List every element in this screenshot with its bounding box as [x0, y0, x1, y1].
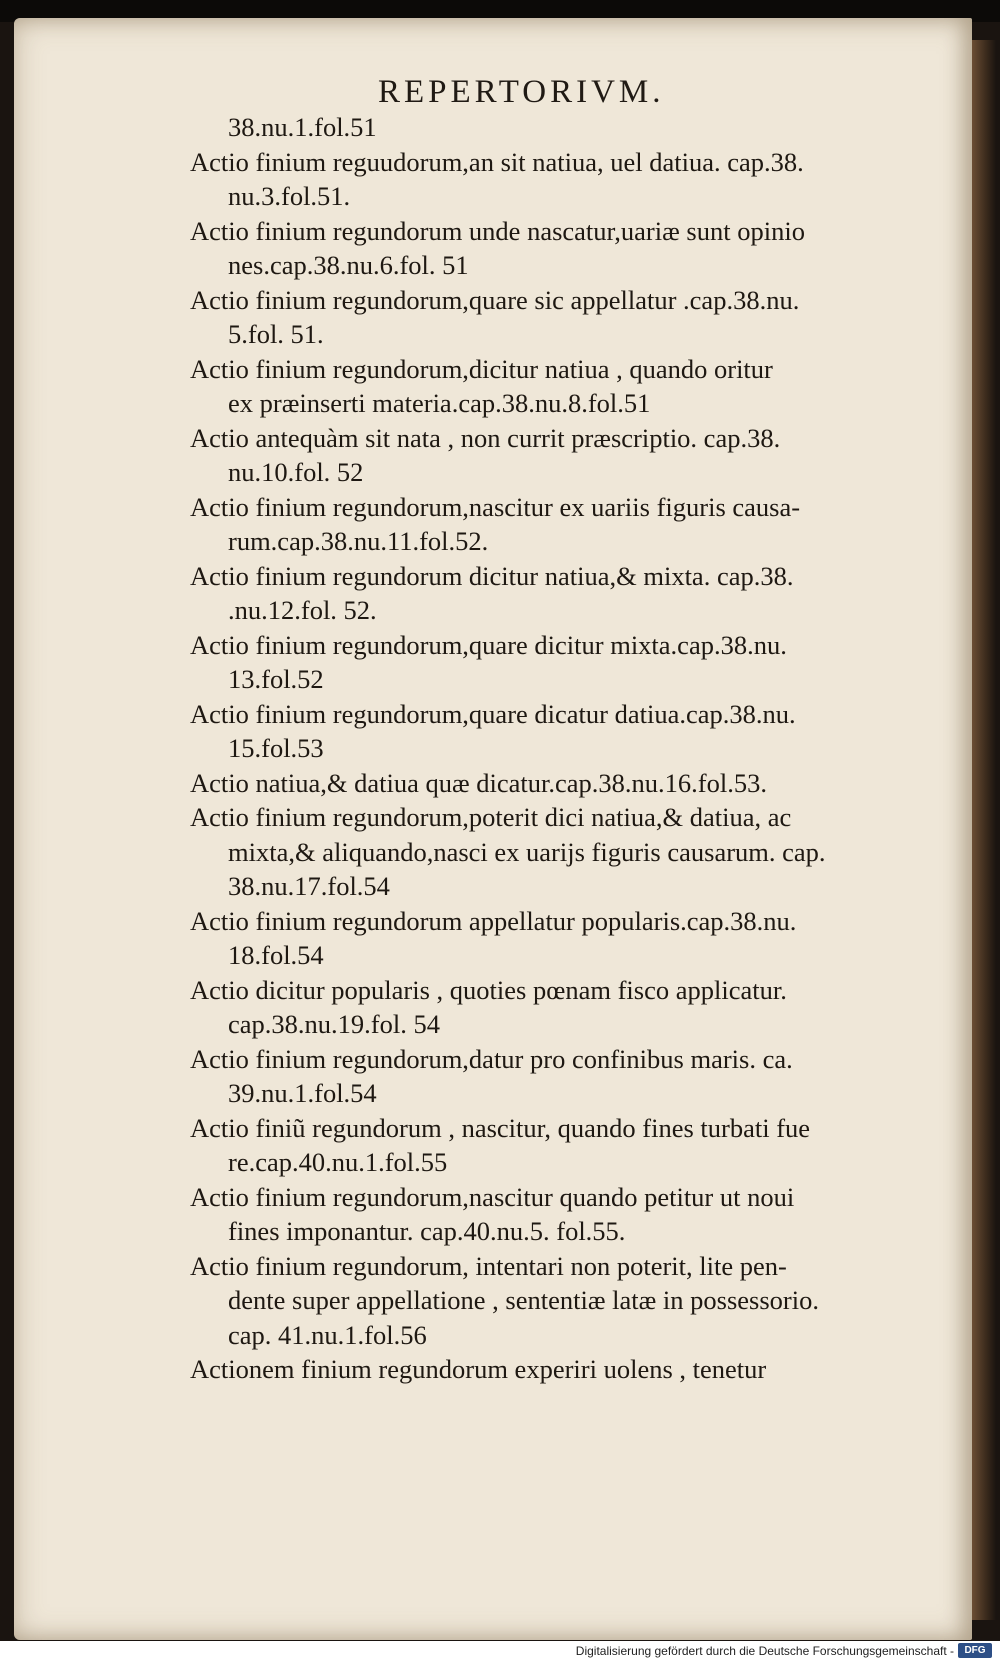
index-entry-continuation: dente super appellatione , sententiæ latæ in possessorio. [228, 1285, 819, 1315]
index-entry-start: Actio finium regundorum, intentari non poterit, lite pen- [190, 1250, 787, 1281]
index-entry-continuation: 15.fol.53 [228, 733, 324, 763]
index-entry-start: Actio natiua,& datiua quæ dicatur.cap.38.nu.16.fol.53. [190, 767, 767, 798]
index-entry-continuation: cap.38.nu.19.fol. 54 [228, 1009, 440, 1039]
index-entry-continuation: 18.fol.54 [228, 940, 324, 970]
dfg-logo: DFG [958, 1643, 992, 1658]
index-entry-continuation: mixta,& aliquando,nasci ex uarijs figuris causarum. cap. [228, 836, 826, 867]
index-entry-continuation: 39.nu.1.fol.54 [228, 1078, 377, 1108]
index-entry-continuation: 13.fol.52 [228, 664, 324, 694]
index-entry-start: Actio finiũ regundorum , nascitur, quando fines turbati fue [190, 1112, 811, 1143]
index-entry-continuation: 38.nu.1.fol.51 [228, 112, 377, 142]
index-entry-start: Actio antequàm sit nata , non currit præscriptio. cap.38. [190, 422, 781, 453]
index-entry-start: Actio finium regundorum unde nascatur,uariæ sunt opinio [190, 215, 805, 246]
index-entry-start: Actio finium regundorum,quare dicatur datiua.cap.38.nu. [190, 698, 796, 729]
index-entry-start: Actio finium regundorum dicitur natiua,& mixta. cap.38. [190, 560, 794, 591]
index-entry-continuation: ex præinserti materia.cap.38.nu.8.fol.51 [228, 388, 651, 418]
index-entry-continuation: .nu.12.fol. 52. [228, 595, 377, 625]
index-entry-start: Actio finium regundorum,dicitur natiua , quando oritur [190, 353, 773, 384]
index-entry-continuation: nes.cap.38.nu.6.fol. 51 [228, 250, 469, 280]
index-entry-continuation: fines imponantur. cap.40.nu.5. fol.55. [228, 1216, 626, 1246]
index-entry-continuation: rum.cap.38.nu.11.fol.52. [228, 526, 489, 556]
index-entry-start: Actio finium regundorum,poterit dici natiua,& datiua, ac [190, 802, 792, 832]
index-entries [190, 110, 902, 1387]
index-entry-start: Actio finium regundorum,nascitur ex uariis figuris causa- [190, 491, 801, 522]
index-entry-continuation: cap. 41.nu.1.fol.56 [228, 1319, 427, 1350]
index-entry-start: Actio dicitur popularis , quoties pœnam fisco applicatur. [190, 974, 787, 1005]
running-head: REPERTORIVM. [378, 74, 665, 110]
index-entry-start: Actio finium regundorum,nascitur quando petitur ut noui [190, 1181, 795, 1212]
index-entry-continuation: nu.3.fol.51. [228, 181, 351, 211]
index-entry-continuation: nu.10.fol. 52 [228, 457, 364, 487]
index-entry-start: Actio finium regundorum,datur pro confinibus maris. ca. [190, 1043, 793, 1074]
footer-credit: Digitalisierung gefördert durch die Deutsche Forschungsgemeinschaft - [575, 1644, 954, 1658]
book-spine-edge [972, 40, 996, 1620]
index-entry-start: Actionem finium regundorum experiri uolens , tenetur [190, 1354, 767, 1384]
index-entry-start: Actio finium reguudorum,an sit natiua, uel datiua. cap.38. [190, 146, 804, 177]
index-entry-start: Actio finium regundorum appellatur popularis.cap.38.nu. [190, 905, 797, 936]
index-entry-continuation: 38.nu.17.fol.54 [228, 871, 390, 901]
index-entry-continuation: re.cap.40.nu.1.fol.55 [228, 1147, 448, 1177]
index-entry-continuation: 5.fol. 51. [228, 319, 324, 349]
index-entry-start: Actio finium regundorum,quare dicitur mixta.cap.38.nu. [190, 629, 787, 660]
index-entry-start: Actio finium regundorum,quare sic appellatur .cap.38.nu. [190, 284, 800, 315]
